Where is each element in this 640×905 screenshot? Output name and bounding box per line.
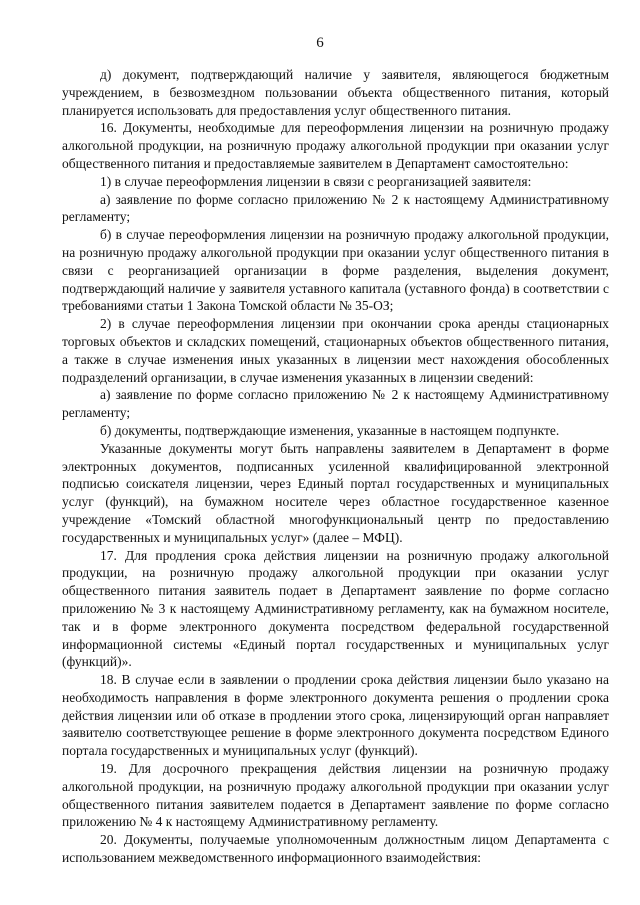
paragraph-19: 19. Для досрочного прекращения действия лицензии на розничную продажу алкогольной продукции, на розничную продажу алкогольной продукции при оказании услуг общественного питания заявителем подается в Департамент заявление по форме согласно приложению № 4 к настоящему Административному регламенту. (62, 761, 609, 830)
paragraph-16-2-a: а) заявление по форме согласно приложению № 2 к настоящему Административному регламенту; (62, 387, 609, 421)
paragraph-16: 16. Документы, необходимые для переоформления лицензии на розничную продажу алкогольной продукции, на розничную продажу алкогольной продукции при оказании услуг общественного питания и предоставляемые заявителем в Департамент самостоятельно: (62, 120, 609, 171)
paragraph-16-2-b: б) документы, подтверждающие изменения, указанные в настоящем подпункте. (100, 422, 560, 438)
page-number: 6 (316, 35, 324, 51)
paragraph-16-1-b: б) в случае переоформления лицензии на розничную продажу алкогольной продукции, на розничную продажу алкогольной продукции при оказании услуг общественного питания в связи с реорганизацией организации в форме разделения, выделения документ, подтверждающий наличие у заявителя уставного капитала (уставного фонда) в соответствии с требованиями статьи 1 Закона Томской области № 35-ОЗ; (62, 227, 609, 314)
paragraph-16-1-a: а) заявление по форме согласно приложению № 2 к настоящему Административному регламенту; (62, 191, 609, 225)
paragraph-18: 18. В случае если в заявлении о продлении срока действия лицензии было указано на необходимость направления в форме электронного документа решения о продлении срока действия лицензии или об отказе в продлении этого срока, лицензирующий орган направляет заявителю соответствующее решение в форме электронного документа посредством Единого портала государственных и муниципальных услуг (функций). (62, 672, 609, 759)
paragraph-d-document: д) документ, подтверждающий наличие у заявителя, являющегося бюджетным учреждением, в безвозмездном пользовании объекта общественного питания, который планируется использовать для предоставления услуг общественного питания. (62, 67, 609, 118)
paragraph-16-1: 1) в случае переоформления лицензии в связи с реорганизацией заявителя: (100, 173, 532, 189)
paragraph-20: 20. Документы, получаемые уполномоченным должностным лицом Департамента с использованием межведомственного информационного взаимодействия: (62, 832, 609, 866)
paragraph-17: 17. Для продления срока действия лицензии на розничную продажу алкогольной продукции, на розничную продажу алкогольной продукции при оказании услуг общественного питания заявитель подает в Департамент заявление по форме согласно приложению № 3 к настоящему Административному регламенту, как на бумажном носителе, так и в форме электронного документа посредством федеральной государственной информационной системы «Единый портал государственных и муниципальных услуг (функций)». (62, 547, 609, 670)
paragraph-16-2: 2) в случае переоформления лицензии при окончании срока аренды стационарных торговых объектов и складских помещений, стационарных объектов общественного питания, а также в случае изменения иных указанных в лицензии мест нахождения обособленных подразделений организации, в случае изменения указанных в лицензии сведений: (62, 316, 609, 385)
paragraph-submission-methods: Указанные документы могут быть направлены заявителем в Департамент в форме электронных документов, подписанных усиленной квалифицированной электронной подписью соискателя лицензии, через Единый портал государственных и муниципальных услуг (функций), на бумажном носителе через областное государственное казенное учреждение «Томский областной многофункциональный центр по предоставлению государственных и муниципальных услуг» (далее – МФЦ). (62, 440, 609, 545)
document-body (62, 66, 609, 867)
